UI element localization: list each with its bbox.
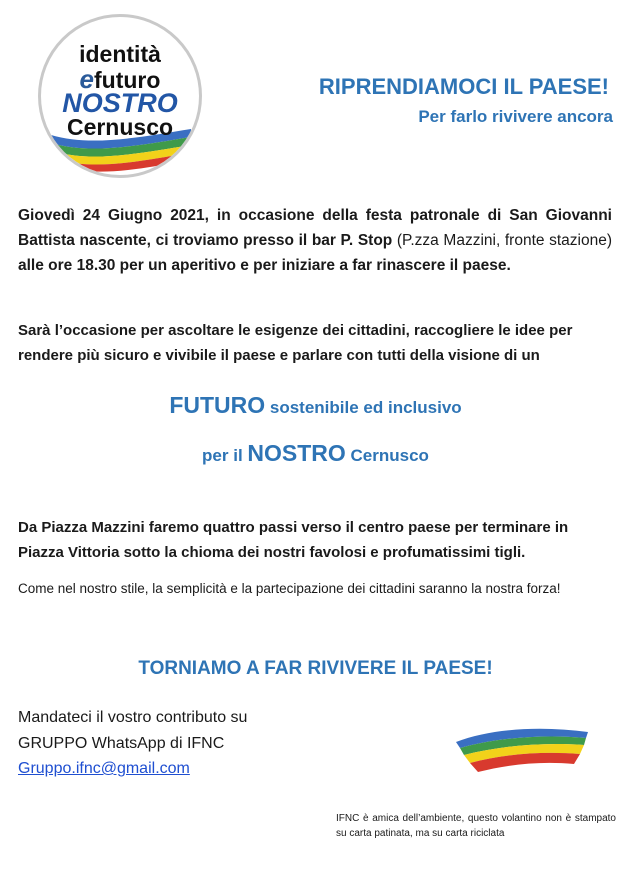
logo-circle-icon [38, 14, 202, 178]
whatsapp-group-text: GRUPPO WhatsApp di IFNC [18, 735, 225, 752]
call-to-action: TORNIAMO A FAR RIVIVERE IL PAESE! [138, 658, 493, 679]
event-location-text: (P.zza Mazzini, fronte stazione) [392, 232, 613, 249]
nostro-post-text: Cernusco [345, 446, 429, 465]
contact-line: Mandateci il vostro contributo su [18, 709, 248, 726]
page-subtitle: Per farlo rivivere ancora [418, 107, 613, 126]
style-paragraph: Come nel nostro stile, la semplicità e la partecipazione dei cittadini saranno la nostra forza! [18, 581, 561, 596]
logo-text-futuro-word: futuro [94, 67, 161, 93]
logo-text-e: e [79, 64, 95, 94]
nostro-big-text: NOSTRO [247, 440, 346, 466]
page-title: RIPRENDIAMOCI IL PAESE! [318, 74, 609, 99]
event-paragraph [18, 203, 612, 278]
event-date-text: Giovedì 24 Giugno 2021, in occasione della festa patronale di San Giovanni Battista nascente, ci troviamo presso il bar P. Stop [18, 207, 612, 249]
logo-text-nostro: NOSTRO [62, 88, 178, 118]
future-rest-text: sostenibile ed inclusivo [265, 398, 462, 417]
environment-note: IFNC è amica dell’ambiente, questo volantino non è stampato su carta patinata, ma su carta riciclata [336, 813, 616, 839]
walk-paragraph: Da Piazza Mazzini faremo quattro passi verso il centro paese per terminare in Piazza Vittoria sotto la chioma dei nostri favolosi e profumatissimi tigli. [18, 519, 569, 561]
logo-text-cernusco: Cernusco [66, 114, 174, 140]
future-big-text: FUTURO [169, 392, 266, 418]
email-link[interactable]: Gruppo.ifnc@gmail.com [18, 760, 190, 777]
future-heading [0, 392, 631, 419]
occasion-paragraph: Sarà l’occasione per ascoltare le esigenze dei cittadini, raccogliere le idee per rendere più sicuro e vivibile il paese e parlare con tutti della visione di un [18, 322, 573, 364]
event-time-text: alle ore 18.30 per un aperitivo e per iniziare a far rinascere il paese. [18, 257, 511, 274]
color-swoosh-icon [452, 724, 592, 784]
nostro-pre-text: per il [202, 446, 248, 465]
nostro-heading [0, 440, 631, 467]
logo-text-identita: identità [79, 41, 161, 67]
